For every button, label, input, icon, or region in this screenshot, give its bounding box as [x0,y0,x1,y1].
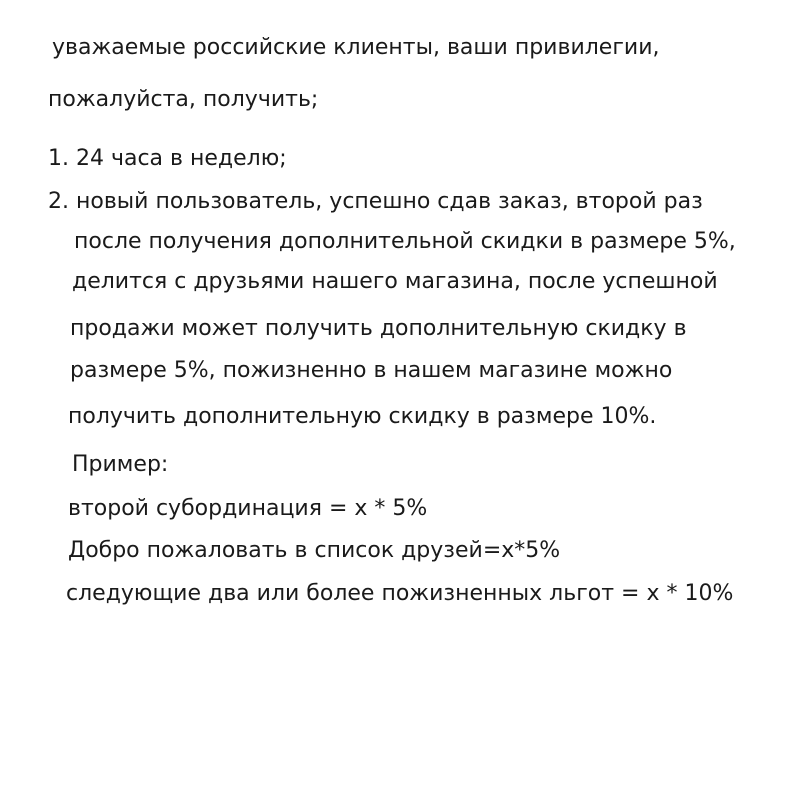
list-item-2-line-1: 2. новый пользователь, успешно сдав заказ, второй раз [48,189,703,214]
example-line-1: второй субординация = x * 5% [68,496,428,521]
example-line-2: Добро пожаловать в список друзей=x*5% [68,538,561,563]
greeting-line-2: пожалуйста, получить; [48,87,319,112]
example-label: Пример: [72,452,169,477]
example-line-3: следующие два или более пожизненных льгот = x * 10% [66,581,734,606]
list-item-2-line-3: делится с друзьями нашего магазина, после успешной [72,269,718,294]
list-item-2-line-5: размере 5%, пожизненно в нашем магазине можно [70,358,673,383]
greeting-line-1: уважаемые российские клиенты, ваши привилегии, [52,35,660,60]
list-item-2-line-6: получить дополнительную скидку в размере 10%. [68,404,657,429]
list-item-2-line-4: продажи может получить дополнительную скидку в [70,316,687,341]
list-item-1: 1. 24 часа в неделю; [48,146,287,171]
list-item-2-line-2: после получения дополнительной скидки в размере 5%, [74,229,736,254]
